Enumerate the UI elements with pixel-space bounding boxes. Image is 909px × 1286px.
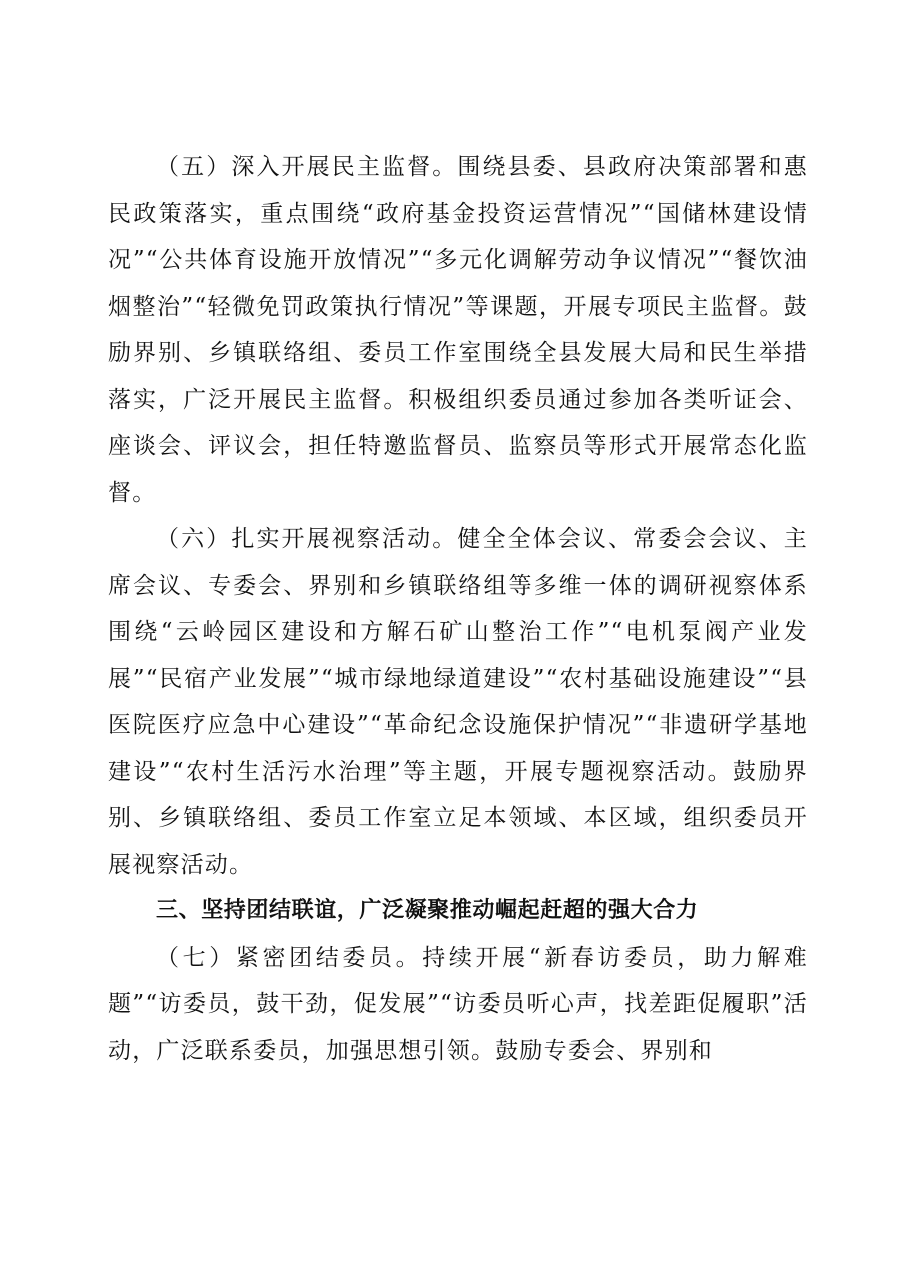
document-body [108, 144, 808, 1074]
paragraph-unite-members: （七）紧密团结委员。持续开展“新春访委员，助力解难题”“访委员，鼓干劲，促发展”“访委员听心声，找差距促履职”活动，广泛联系委员，加强思想引领。鼓励专委会、界别和 [108, 944, 808, 1064]
paragraph-inspection-activities: （六）扎实开展视察活动。健全全体会议、常委会会议、主席会议、专委会、界别和乡镇联络组等多维一体的调研视察体系围绕“云岭园区建设和方解石矿山整治工作”“电机泵阀产业发展”“民宿产业发展”“城市绿地绿道建设”“农村基础设施建设”“县医院医疗应急中心建设”“革命纪念设施保护情况”“非遗研学基地建设”“农村生活污水治理”等主题，开展专题视察活动。鼓励界别、乡镇联络组、委员工作室立足本领域、本区域，组织委员开展视察活动。 [108, 526, 808, 878]
paragraph-democratic-supervision: （五）深入开展民主监督。围绕县委、县政府决策部署和惠民政策落实，重点围绕“政府基金投资运营情况”“国储林建设情况”“公共体育设施开放情况”“多元化调解劳动争议情况”“餐饮油烟整治”“轻微免罚政策执行情况”等课题，开展专项民主监督。鼓励界别、乡镇联络组、委员工作室围绕全县发展大局和民生举措落实，广泛开展民主监督。积极组织委员通过参加各类听证会、座谈会、评议会，担任特邀监督员、监察员等形式开展常态化监督。 [108, 154, 808, 506]
section-heading: 三、坚持团结联谊，广泛凝聚推动崛起赶超的强大合力 [156, 898, 699, 923]
